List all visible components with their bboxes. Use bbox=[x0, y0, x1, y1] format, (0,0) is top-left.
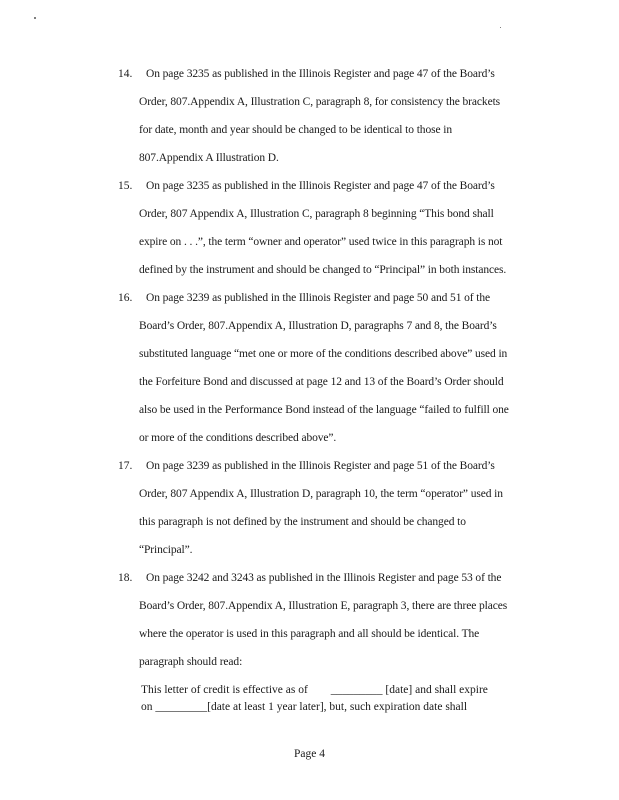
item-line: Order, 807 Appendix A, Illustration C, paragraph 8 beginning “This bond shall bbox=[139, 208, 494, 220]
item-line: Order, 807 Appendix A, Illustration D, paragraph 10, the term “operator” used in bbox=[139, 488, 503, 500]
item-line: On page 3235 as published in the Illinois Register and page 47 of the Board’s bbox=[146, 180, 495, 192]
item-line: also be used in the Performance Bond instead of the language “failed to fulfill one bbox=[139, 404, 509, 416]
page-number: Page 4 bbox=[294, 748, 325, 760]
item-line: expire on . . .”, the term “owner and operator” used twice in this paragraph is not bbox=[139, 236, 503, 248]
item-line: the Forfeiture Bond and discussed at page 12 and 13 of the Board’s Order should bbox=[139, 376, 504, 388]
item-line: On page 3239 as published in the Illinois Register and page 50 and 51 of the bbox=[146, 292, 491, 304]
list-item-16 bbox=[118, 284, 518, 452]
list-item-14 bbox=[118, 60, 518, 172]
item-number: 15. bbox=[118, 180, 133, 192]
item-line: or more of the conditions described above”. bbox=[139, 432, 337, 444]
item-number: 17. bbox=[118, 460, 133, 472]
block-quote bbox=[141, 682, 511, 716]
item-line: “Principal”. bbox=[139, 544, 193, 556]
item-line: defined by the instrument and should be changed to “Principal” in both instances. bbox=[139, 264, 507, 276]
quote-line: on _________[date at least 1 year later], but, such expiration date shall bbox=[141, 701, 468, 713]
quote-line: This letter of credit is effective as of _________ [date] and shall expire bbox=[141, 684, 488, 696]
scan-speck bbox=[34, 17, 36, 19]
item-number: 16. bbox=[118, 292, 133, 304]
item-line: Order, 807.Appendix A, Illustration C, paragraph 8, for consistency the brackets bbox=[139, 96, 501, 108]
list-item-15 bbox=[118, 172, 518, 284]
item-line: substituted language “met one or more of the conditions described above” used in bbox=[139, 348, 508, 360]
item-line: where the operator is used in this paragraph and all should be identical. The bbox=[139, 628, 480, 640]
item-line: On page 3239 as published in the Illinois Register and page 51 of the Board’s bbox=[146, 460, 495, 472]
item-line: this paragraph is not defined by the instrument and should be changed to bbox=[139, 516, 466, 528]
item-line: Board’s Order, 807.Appendix A, Illustration D, paragraphs 7 and 8, the Board’s bbox=[139, 320, 497, 332]
item-line: Board’s Order, 807.Appendix A, Illustration E, paragraph 3, there are three places bbox=[139, 600, 508, 612]
list-item-17 bbox=[118, 452, 518, 564]
scan-speck bbox=[500, 27, 501, 28]
list-item-18 bbox=[118, 564, 518, 676]
item-line: paragraph should read: bbox=[139, 656, 243, 668]
item-line: On page 3242 and 3243 as published in the Illinois Register and page 53 of the bbox=[146, 572, 502, 584]
item-number: 14. bbox=[118, 68, 133, 80]
item-number: 18. bbox=[118, 572, 133, 584]
item-line: On page 3235 as published in the Illinois Register and page 47 of the Board’s bbox=[146, 68, 495, 80]
item-line: for date, month and year should be changed to be identical to those in bbox=[139, 124, 452, 136]
item-line: 807.Appendix A Illustration D. bbox=[139, 152, 279, 164]
